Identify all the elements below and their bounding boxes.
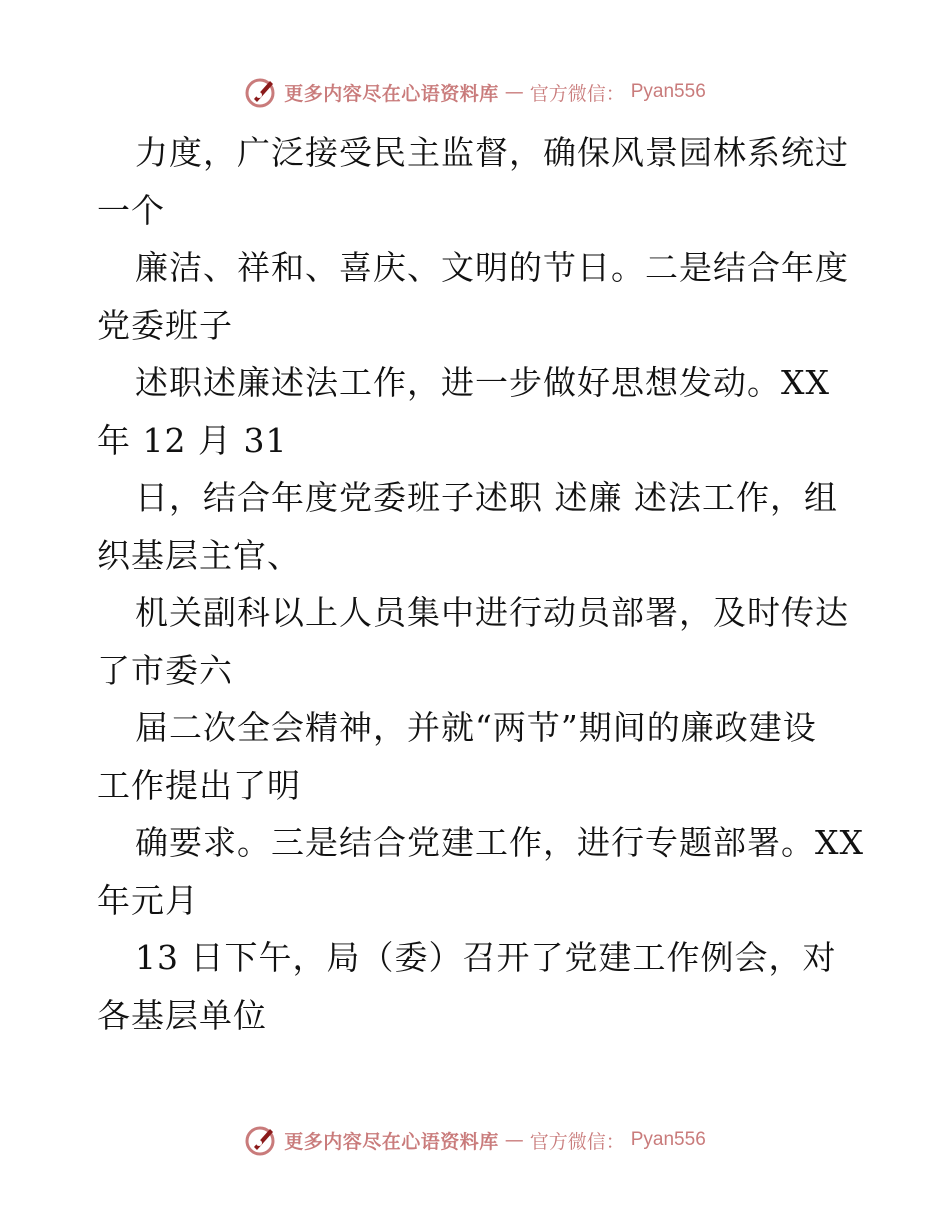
body-line: 一个 — [97, 190, 165, 230]
body-line: 日，结合年度党委班子述职 述廉 述法工作，组 — [135, 478, 838, 517]
quill-pen-logo-icon — [244, 1123, 278, 1157]
quill-pen-logo-icon — [244, 75, 278, 109]
footer-brand-text: 更多内容尽在心语资料库 — [284, 1130, 499, 1153]
header-banner — [0, 72, 950, 112]
body-line: 述职述廉述法工作，进一步做好思想发动。XX — [135, 363, 830, 402]
document-body — [97, 124, 887, 1044]
body-line: 13 日下午，局（委）召开了党建工作例会，对 — [135, 938, 837, 977]
body-line: 年元月 — [97, 880, 199, 920]
body-line: 机关副科以上人员集中进行动员部署，及时传达 — [135, 593, 849, 632]
footer-wechat-id: Pyan556 — [630, 1129, 706, 1150]
header-wechat-label: 官方微信： — [529, 82, 625, 105]
body-line: 届二次全会精神，并就“两节”期间的廉政建设 — [135, 708, 817, 747]
body-line: 各基层单位 — [97, 995, 267, 1035]
body-line: 织基层主官、 — [97, 535, 301, 575]
body-line: 党委班子 — [97, 305, 233, 345]
footer-wechat-label: 官方微信： — [529, 1130, 625, 1153]
header-separator: — — [504, 81, 524, 103]
header-brand-text: 更多内容尽在心语资料库 — [284, 82, 499, 105]
body-line: 工作提出了明 — [97, 765, 301, 805]
body-line: 力度，广泛接受民主监督，确保风景园林系统过 — [135, 133, 849, 172]
body-line: 廉洁、祥和、喜庆、文明的节日。二是结合年度 — [135, 248, 849, 287]
body-line: 了市委六 — [97, 650, 233, 690]
footer-banner — [0, 1120, 950, 1160]
body-line: 年 12 月 31 — [97, 420, 288, 460]
footer-separator: — — [504, 1129, 524, 1151]
body-line: 确要求。三是结合党建工作，进行专题部署。XX — [135, 823, 864, 862]
header-wechat-id: Pyan556 — [630, 81, 706, 102]
